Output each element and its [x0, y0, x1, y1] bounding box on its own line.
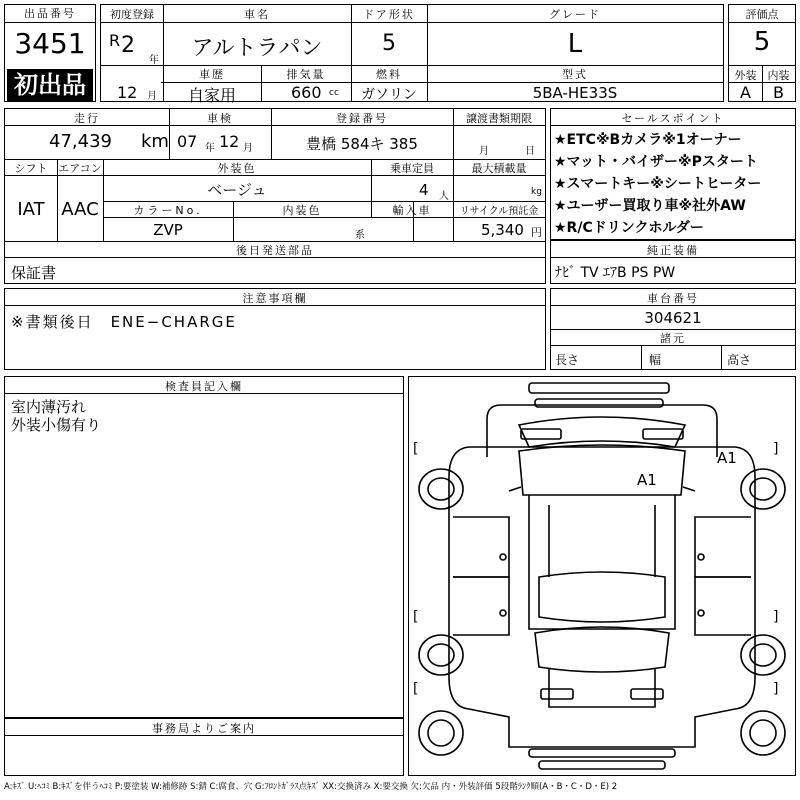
model-header: 型式 [562, 68, 588, 81]
car-diagram [408, 376, 796, 776]
score-header: 評価点 [745, 8, 779, 21]
damage-mark-hood: A1 [637, 471, 657, 489]
dimensions-header: 諸元 [660, 332, 686, 345]
dimension-height-label: 高さ [727, 353, 752, 367]
car-name-header: 車名 [244, 8, 270, 21]
interior-grade-header: 内装 [767, 69, 790, 82]
exterior-color-value: ベージュ [207, 181, 267, 199]
lot-box [4, 4, 96, 102]
displacement-value: 660 [291, 83, 322, 102]
displacement-header: 排気量 [286, 68, 326, 81]
capacity-value: 4 [419, 181, 429, 199]
interior-color-unit: 系 [355, 230, 365, 241]
sales-point-item: ★ユーザー買取り車※社外AW [554, 198, 746, 214]
model-value: 5BA-HE33S [532, 84, 618, 102]
dimension-width-label: 幅 [649, 353, 662, 367]
inspection-month-unit: 月 [243, 143, 253, 154]
lot-number: 3451 [14, 27, 86, 60]
equipment-header: 純正装備 [647, 244, 699, 257]
shift-header: シフト [14, 162, 48, 175]
sales-point-item: ★マット・バイザー※Pスタート [554, 154, 758, 170]
top-grid [100, 4, 724, 105]
equipment-value: ﾅﾋﾞ TV ｴｱB PS PW [555, 265, 676, 281]
score-box [728, 4, 796, 102]
max-load-header: 最大積載量 [471, 162, 527, 175]
fuel-value: ガソリン [361, 87, 417, 103]
sales-points-header: セールスポイント [621, 112, 725, 125]
recycle-header: リサイクル預託金 [459, 206, 539, 217]
max-load-unit: kg [531, 187, 542, 197]
import-header: 輸入車 [392, 204, 432, 217]
dimension-length-label: 長さ [555, 353, 580, 367]
aircon-value: AAC [61, 199, 99, 220]
office-box [4, 718, 404, 776]
capacity-header: 乗車定員 [390, 162, 434, 175]
sales-point-item: ★R/Cドリンクホルダー [554, 220, 704, 236]
notes-header: 注意事項欄 [242, 292, 308, 305]
era-letter: R [109, 31, 121, 50]
shift-value: IAT [17, 199, 45, 220]
transfer-header: 譲渡書類期限 [466, 112, 532, 125]
history-value: 自家用 [187, 86, 236, 105]
bracket-right-bottom: ] [773, 681, 779, 697]
recycle-value: 5,340 [481, 221, 524, 239]
registration-month-unit: 月 [147, 91, 157, 102]
registration-year: 2 [121, 33, 135, 58]
inspection-year-unit: 年 [205, 143, 215, 154]
interior-color-header: 内装色 [282, 204, 322, 217]
registration-year-unit: 年 [149, 55, 159, 66]
bracket-right-mid: ] [773, 609, 779, 625]
car-name: アルトラパン [191, 36, 323, 61]
equipment-box [550, 240, 796, 284]
chassis-value: 304621 [644, 309, 702, 327]
inspection-year: 07 [177, 132, 198, 151]
score-value: 5 [753, 27, 771, 57]
inspector-line: 室内薄汚れ [11, 398, 87, 416]
color-no-header: カラーNo. [133, 204, 203, 217]
exterior-grade-header: 外装 [734, 69, 757, 82]
aircon-header: エアコン [58, 162, 102, 175]
later-parts-header: 後日発送部品 [236, 244, 314, 257]
transfer-month-unit: 月 [479, 146, 489, 157]
doors-value: 5 [382, 31, 396, 56]
doors-header: ドア形状 [363, 8, 415, 21]
registration-month: 12 [117, 83, 138, 102]
bracket-left-bottom: [ [413, 681, 419, 697]
transfer-day-unit: 日 [525, 146, 535, 157]
grade-header: グレード [549, 8, 601, 21]
inspector-box [4, 376, 404, 718]
details-grid [4, 108, 546, 284]
interior-grade: B [773, 83, 784, 102]
plate-header: 登録番号 [336, 112, 388, 125]
inspection-header: 車検 [207, 112, 233, 125]
legend-text: A:ｷｽﾞ U:ﾍｺﾐ B:ｷｽﾞを伴うﾍｺﾐ P:要塗装 W:補修跡 S:錆 C:腐食、穴 G:ﾌﾛﾝﾄｶﾞﾗｽ点ｷｽﾞ XX:交換済み X:要交換 欠:欠品 内・外装評価 5段階ﾗﾝｸ順(A・B・C・D・E) 2 [4, 782, 618, 792]
grade-value: L [567, 29, 583, 59]
exterior-grade: A [740, 83, 751, 102]
recycle-unit: 円 [531, 226, 542, 239]
history-header: 車歴 [199, 68, 225, 81]
chassis-header: 車台番号 [647, 292, 699, 305]
chassis-box [550, 288, 796, 370]
sales-point-item: ★スマートキー※シートヒーター [554, 176, 762, 192]
office-header: 事務局よりご案内 [152, 722, 256, 735]
first-listing-badge: 初出品 [7, 69, 93, 101]
inspection-month: 12 [219, 132, 240, 151]
mileage-value: 47,439 [49, 131, 112, 152]
car-diagram-drawing [409, 377, 795, 775]
lot-header: 出品番号 [5, 5, 95, 23]
bracket-left-mid: [ [413, 609, 419, 625]
notes-value: ※書類後日 ENE−CHARGE [11, 313, 237, 331]
capacity-unit: 人 [439, 191, 449, 202]
sales-point-item: ★ETC※Bカメラ※1オーナー [554, 132, 742, 148]
damage-mark-right-front: A1 [717, 449, 737, 467]
bracket-right-top: ] [773, 441, 779, 457]
later-parts-value: 保証書 [11, 264, 57, 282]
inspector-line: 外装小傷有り [11, 416, 102, 434]
registration-header: 初度登録 [110, 8, 154, 21]
sales-points-box [550, 108, 796, 240]
notes-box [4, 288, 546, 370]
bracket-left-top: [ [413, 441, 419, 457]
color-no-value: ZVP [153, 221, 183, 239]
exterior-color-header: 外装色 [217, 162, 257, 175]
inspector-header: 検査員記入欄 [165, 380, 243, 393]
mileage-unit: km [141, 131, 169, 152]
displacement-unit: cc [329, 88, 339, 98]
plate-value: 豊橋 584キ 385 [306, 135, 418, 153]
fuel-header: 燃料 [376, 68, 402, 81]
mileage-header: 走行 [74, 112, 100, 125]
